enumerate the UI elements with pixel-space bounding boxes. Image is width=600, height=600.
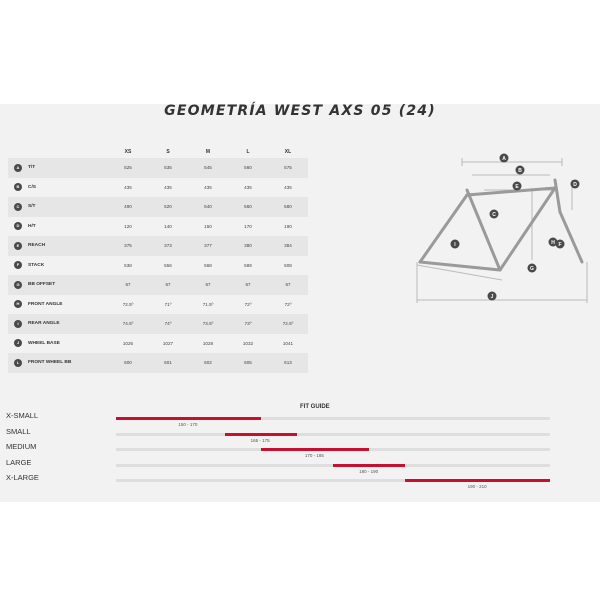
fit-range-bar	[405, 479, 550, 482]
fit-size-label: SMALL	[6, 426, 31, 436]
measurement-value: 540	[188, 197, 228, 217]
measurement-value: 170	[244, 223, 252, 229]
measurement-value: 72º	[284, 301, 292, 307]
measurement-value: 74º	[148, 314, 188, 334]
fit-range-label: 165 - 175	[250, 437, 270, 443]
measurement-value: 605	[228, 353, 268, 373]
top-tube	[467, 188, 555, 195]
fit-range-label: 150 - 170	[178, 422, 198, 427]
measurement-label: REACH	[28, 236, 108, 256]
fit-guide-title: FIT GUIDE	[300, 404, 330, 410]
table-row	[8, 353, 308, 373]
measurement-value: 150	[204, 223, 212, 229]
measurement-label: STACK	[28, 262, 45, 268]
row-badge: I	[14, 320, 22, 328]
measurement-value: 556	[164, 262, 172, 268]
measurement-value: 600	[108, 353, 148, 373]
measurement-value: 608	[284, 262, 292, 268]
measurement-value: 1026	[122, 340, 134, 346]
head-tube	[555, 180, 560, 212]
measurement-value: 1041	[282, 340, 294, 346]
table-row	[8, 334, 308, 354]
table-row	[8, 217, 308, 237]
size-header: M	[205, 149, 211, 155]
measurement-value: 67	[188, 275, 228, 295]
down-tube	[500, 188, 555, 270]
measurement-value: 435	[204, 184, 212, 190]
row-badge: D	[14, 222, 22, 230]
measurement-value: 435	[244, 184, 252, 190]
measurement-value: 613	[268, 353, 308, 373]
table-row	[8, 158, 308, 178]
measurement-value: 575	[268, 158, 308, 178]
table-row	[8, 236, 308, 256]
measurement-value: 520	[148, 197, 188, 217]
measurement-value: 602	[188, 353, 228, 373]
seat-stay	[420, 195, 467, 262]
table-row	[8, 275, 308, 295]
frame-badge-label: B	[518, 168, 522, 174]
measurement-value: 538	[124, 262, 132, 268]
measurement-value: 73º	[228, 314, 268, 334]
frame-badge-label: G	[530, 266, 534, 272]
fit-range-label: 180 - 190	[359, 468, 379, 474]
row-badge: H	[14, 300, 22, 308]
table-row	[8, 178, 308, 198]
measurement-label: C/S	[28, 184, 36, 190]
fit-track	[116, 433, 550, 436]
measurement-label: T/T	[28, 158, 108, 178]
measurement-value: 72.5º	[122, 301, 134, 307]
row-badge: G	[14, 281, 22, 289]
measurement-value: 525	[108, 158, 148, 178]
table-row	[8, 314, 308, 334]
measurement-label: BB OFFSET	[28, 275, 108, 295]
measurement-value: 377	[188, 236, 228, 256]
row-badge: L	[14, 359, 22, 367]
measurement-value: 1032	[242, 340, 254, 346]
frame-diagram	[412, 150, 592, 305]
row-badge: E	[14, 242, 22, 250]
frame-badge-label: F	[558, 242, 562, 248]
measurement-value: 67	[268, 275, 308, 295]
measurement-label: S/T	[28, 197, 108, 217]
page-title: GEOMETRÍA WEST AXS 05 (24)	[164, 103, 436, 119]
fork	[560, 212, 582, 262]
size-header: L	[246, 149, 250, 155]
measurement-label: H/T	[28, 223, 36, 229]
frame-badge-label: D	[573, 182, 577, 188]
frame-badge-label: J	[490, 294, 494, 300]
measurement-value: 1028	[202, 340, 214, 346]
row-badge: B	[14, 183, 22, 191]
measurement-value: 435	[164, 184, 172, 190]
measurement-value: 73.5º	[188, 314, 228, 334]
fit-size-label: X-LARGE	[6, 473, 39, 482]
measurement-value: 589	[244, 262, 252, 268]
measurement-value: 67	[148, 275, 188, 295]
measurement-value: 72º	[244, 301, 252, 307]
measurement-value: 435	[124, 184, 132, 190]
measurement-value: 435	[284, 184, 292, 190]
seat-tube	[467, 190, 500, 270]
fit-size-label: MEDIUM	[6, 442, 37, 451]
measurement-value: 120	[124, 223, 132, 229]
measurement-value: 71.5º	[202, 301, 214, 307]
frame-badge-label: I	[454, 242, 456, 248]
measurement-value: 67	[108, 275, 148, 295]
measurement-value: 190	[284, 223, 292, 229]
fit-size-label: X-SMALL	[6, 411, 39, 420]
measurement-value: 140	[164, 223, 172, 229]
geometry-table	[8, 146, 308, 373]
table-row	[8, 295, 308, 315]
fit-range-bar	[261, 448, 370, 451]
measurement-value: 535	[148, 158, 188, 178]
measurement-value: 560	[228, 158, 268, 178]
size-header: XL	[284, 149, 292, 155]
measurement-label: FRONT WHEEL BB	[28, 353, 108, 373]
measurement-value: 384	[268, 236, 308, 256]
measurement-value: 490	[108, 197, 148, 217]
measurement-value: 380	[228, 236, 268, 256]
table-row	[8, 256, 308, 276]
measurement-label: REAR ANGLE	[28, 314, 108, 334]
fit-range-label: 190 - 210	[467, 484, 487, 489]
row-badge: C	[14, 203, 22, 211]
measurement-value: 601	[148, 353, 188, 373]
measurement-value: 373	[148, 236, 188, 256]
measurement-value: 67	[228, 275, 268, 295]
fit-range-label: 170 - 185	[304, 453, 324, 458]
row-badge: F	[14, 261, 22, 269]
measurement-value: 580	[268, 197, 308, 217]
measurement-value: 74.5º	[108, 314, 148, 334]
row-badge: A	[14, 164, 22, 172]
fit-range-bar	[225, 433, 297, 436]
size-header: XS	[124, 149, 132, 155]
measurement-value: 72.5º	[268, 314, 308, 334]
frame-badge-label: A	[502, 156, 506, 162]
frame-badge-label: H	[551, 240, 555, 246]
fit-range-bar	[116, 417, 261, 420]
fit-range-bar	[333, 464, 405, 467]
chain-stay	[420, 262, 500, 270]
measurement-value: 1027	[162, 340, 174, 346]
frame-badge-label: E	[515, 184, 519, 190]
measurement-value: 71º	[164, 301, 172, 307]
measurement-value: 568	[204, 262, 212, 268]
size-header: S	[166, 149, 170, 155]
table-row	[8, 197, 308, 217]
row-badge: J	[14, 339, 22, 347]
measurement-value: 375	[108, 236, 148, 256]
measurement-label: WHEEL BASE	[28, 340, 60, 346]
fit-size-label: LARGE	[6, 457, 32, 467]
measurement-label: FRONT ANGLE	[28, 301, 63, 307]
measurement-value: 560	[228, 197, 268, 217]
size-header-row	[8, 146, 308, 158]
frame-badge-label: C	[492, 212, 496, 218]
measurement-value: 545	[188, 158, 228, 178]
